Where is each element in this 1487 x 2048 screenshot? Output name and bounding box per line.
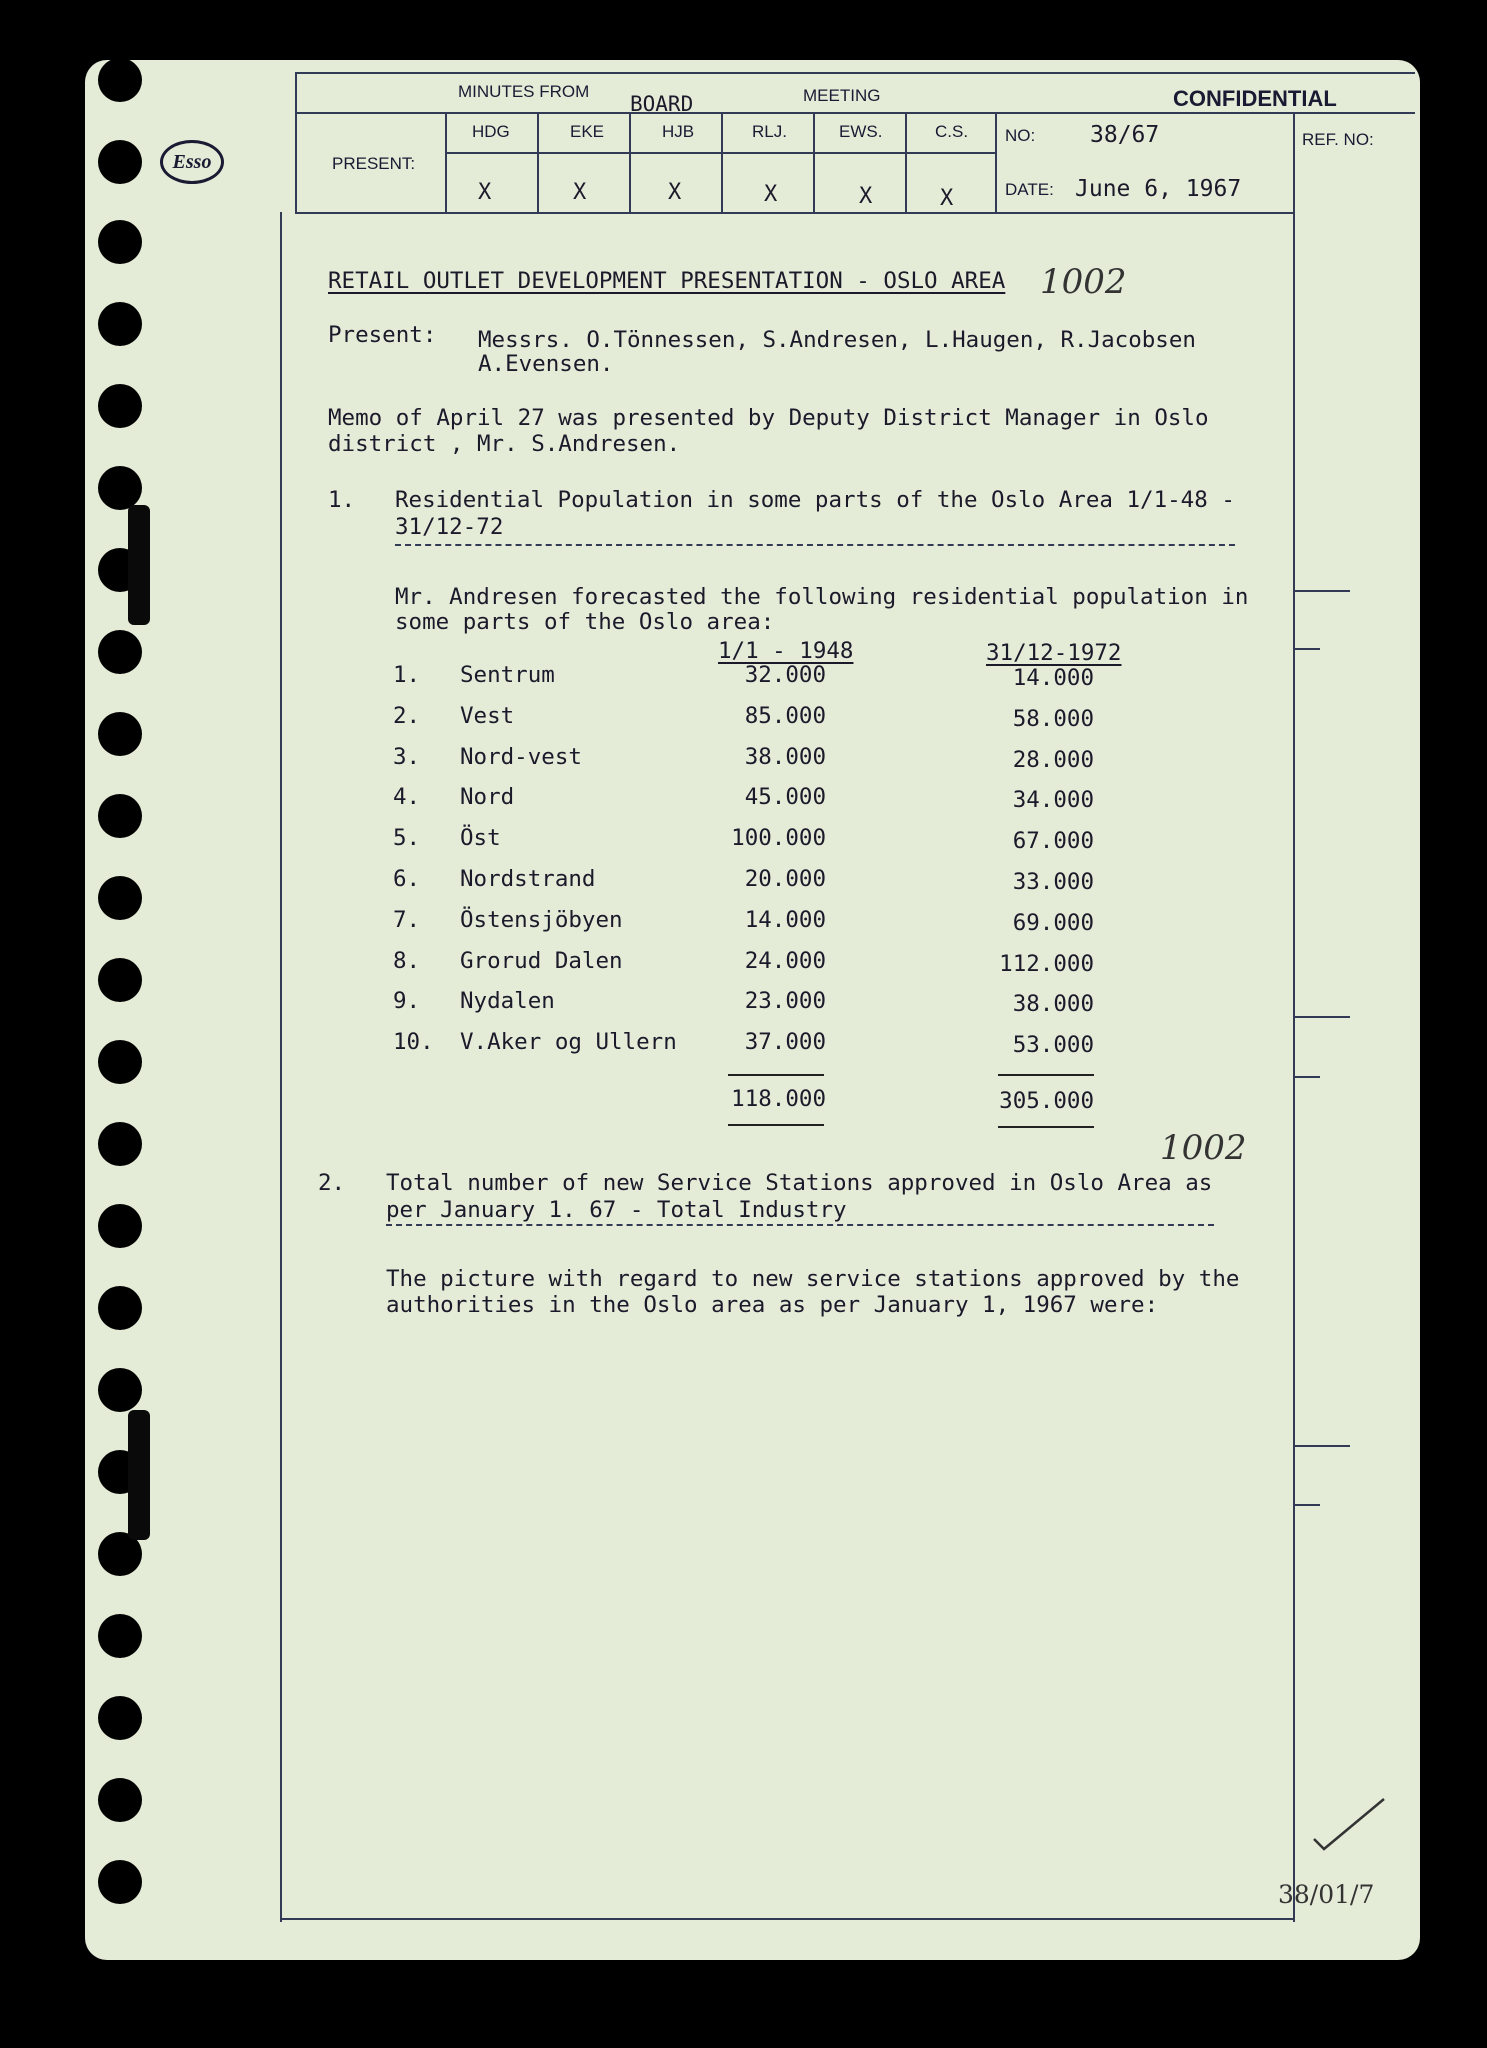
- heading-underline: [386, 1224, 1214, 1226]
- minutes-from-label: MINUTES FROM: [458, 82, 590, 101]
- section-number: 1.: [328, 487, 356, 513]
- binder-hole: [98, 1696, 142, 1740]
- footer-reference: 38/01/7: [1278, 1880, 1375, 1909]
- value-1972: 67.000: [1012, 828, 1094, 854]
- row-number: 9.: [393, 988, 421, 1014]
- margin-tick: [1295, 648, 1320, 650]
- binder-hole: [98, 1286, 142, 1330]
- present-label: PRESENT:: [332, 154, 416, 173]
- checkmark-icon: [1310, 1795, 1390, 1855]
- margin-tick: [1295, 1016, 1350, 1018]
- grid-line: [905, 112, 907, 212]
- area-name: Nord: [460, 784, 515, 810]
- binder-hole: [98, 466, 142, 510]
- attendee-hdg: HDG: [472, 122, 510, 141]
- grid-line: [995, 112, 997, 212]
- value-1948: 24.000: [744, 948, 826, 974]
- grid-line: [537, 112, 539, 212]
- value-1948: 32.000: [744, 662, 826, 688]
- area-name: Nord-vest: [460, 744, 582, 770]
- binder-hole: [98, 712, 142, 756]
- value-1972: 38.000: [1012, 991, 1094, 1017]
- sum-rule: [728, 1074, 824, 1076]
- tape-strip: [128, 1410, 150, 1540]
- area-name: V.Aker og Ullern: [460, 1029, 677, 1055]
- heading-underline: [395, 544, 1235, 546]
- column-header-1948: 1/1 - 1948: [718, 638, 854, 664]
- section-heading: Total number of new Service Stations approved in Oslo Area as: [386, 1170, 1213, 1196]
- handwritten-note: 1002: [1160, 1128, 1247, 1168]
- binder-hole: [98, 302, 142, 346]
- date-value: June 6, 1967: [1075, 176, 1242, 202]
- row-number: 10.: [393, 1029, 434, 1055]
- column-header-1972: 31/12-1972: [986, 640, 1122, 666]
- area-name: Vest: [460, 703, 515, 729]
- value-1972: 34.000: [1012, 787, 1094, 813]
- binder-hole: [98, 1778, 142, 1822]
- row-number: 1.: [393, 662, 421, 688]
- section-heading: 31/12-72: [395, 514, 504, 540]
- row-number: 7.: [393, 907, 421, 933]
- attendee-cs: C.S.: [935, 122, 969, 141]
- attendee-eke: EKE: [570, 122, 605, 141]
- grid-line: [295, 72, 1415, 74]
- attendance-mark: X: [859, 184, 873, 209]
- attendee-ews: EWS.: [839, 122, 883, 141]
- section-heading: per January 1. 67 - Total Industry: [386, 1197, 847, 1223]
- value-1948: 85.000: [744, 703, 826, 729]
- attendance-mark: X: [764, 182, 778, 207]
- binder-hole: [98, 1860, 142, 1904]
- sum-rule: [998, 1126, 1094, 1128]
- grid-line: [295, 112, 1415, 114]
- row-number: 6.: [393, 866, 421, 892]
- document-title: RETAIL OUTLET DEVELOPMENT PRESENTATION - OSLO AREA: [328, 268, 1006, 294]
- grid-line: [295, 212, 1295, 214]
- row-number: 4.: [393, 784, 421, 810]
- value-1948: 20.000: [744, 866, 826, 892]
- margin-tick: [1295, 1445, 1350, 1447]
- binder-hole: [98, 958, 142, 1002]
- binder-hole: [98, 876, 142, 920]
- attendance-mark: X: [940, 186, 954, 211]
- binder-hole: [98, 1040, 142, 1084]
- value-1948: 45.000: [744, 784, 826, 810]
- meeting-label: MEETING: [803, 86, 881, 105]
- binder-hole: [98, 220, 142, 264]
- board-value: BOARD: [630, 92, 694, 116]
- value-1948: 100.000: [731, 825, 826, 851]
- bottom-line: [280, 1918, 1295, 1920]
- section-text: authorities in the Oslo area as per January 1, 1967 were:: [386, 1292, 1159, 1318]
- value-1972: 33.000: [1012, 869, 1094, 895]
- value-1948: 37.000: [744, 1029, 826, 1055]
- no-label: NO:: [1005, 126, 1036, 145]
- present-names: Messrs. O.Tönnessen, S.Andresen, L.Haugen, R.Jacobsen: [478, 327, 1196, 353]
- memo-paragraph: Memo of April 27 was presented by Deputy District Manager in Oslo: [328, 405, 1209, 431]
- no-value: 38/67: [1090, 122, 1160, 148]
- area-name: Grorud Dalen: [460, 948, 623, 974]
- sum-rule: [998, 1074, 1094, 1076]
- section-text: The picture with regard to new service stations approved by the: [386, 1266, 1240, 1292]
- attendance-mark: X: [573, 180, 587, 205]
- confidential-label: CONFIDENTIAL: [1173, 86, 1337, 111]
- value-1972: 112.000: [999, 951, 1094, 977]
- binder-hole: [98, 630, 142, 674]
- grid-line: [721, 112, 723, 212]
- total-1948: 118.000: [731, 1086, 826, 1112]
- section-text: Mr. Andresen forecasted the following residential population in: [395, 584, 1249, 610]
- binder-hole: [98, 58, 142, 102]
- area-name: Östensjöbyen: [460, 907, 623, 933]
- handwritten-note: 1002: [1040, 262, 1127, 302]
- value-1948: 23.000: [744, 988, 826, 1014]
- binder-hole: [98, 794, 142, 838]
- esso-logo: Esso: [160, 140, 224, 184]
- attendance-mark: X: [478, 180, 492, 205]
- grid-line: [445, 152, 995, 154]
- value-1972: 28.000: [1012, 747, 1094, 773]
- row-number: 3.: [393, 744, 421, 770]
- margin-tick: [1295, 1504, 1320, 1506]
- grid-line: [629, 112, 631, 212]
- value-1972: 58.000: [1012, 706, 1094, 732]
- area-name: Nydalen: [460, 988, 555, 1014]
- attendee-rlj: RLJ.: [752, 122, 787, 141]
- attendee-hjb: HJB: [662, 122, 695, 141]
- value-1948: 14.000: [744, 907, 826, 933]
- section-text: some parts of the Oslo area:: [395, 609, 775, 635]
- total-1972: 305.000: [999, 1088, 1094, 1114]
- sum-rule: [728, 1124, 824, 1126]
- value-1972: 69.000: [1012, 910, 1094, 936]
- row-number: 2.: [393, 703, 421, 729]
- value-1972: 53.000: [1012, 1032, 1094, 1058]
- section-number: 2.: [318, 1170, 346, 1196]
- area-name: Sentrum: [460, 662, 555, 688]
- margin-line: [280, 212, 282, 1922]
- grid-line: [813, 112, 815, 212]
- memo-paragraph: district , Mr. S.Andresen.: [328, 431, 681, 457]
- attendance-mark: X: [668, 180, 682, 205]
- grid-line: [445, 112, 447, 212]
- tape-strip: [128, 505, 150, 625]
- margin-tick: [1295, 1076, 1320, 1078]
- binder-hole: [98, 1368, 142, 1412]
- present-names: A.Evensen.: [478, 351, 614, 377]
- margin-tick: [1295, 590, 1350, 592]
- value-1948: 38.000: [744, 744, 826, 770]
- area-name: Nordstrand: [460, 866, 596, 892]
- area-name: Öst: [460, 825, 501, 851]
- ref-no-label: REF. NO:: [1302, 130, 1374, 149]
- value-1972: 14.000: [1012, 665, 1094, 691]
- binder-hole: [98, 1122, 142, 1166]
- section-heading: Residential Population in some parts of the Oslo Area 1/1-48 -: [395, 487, 1235, 513]
- row-number: 8.: [393, 948, 421, 974]
- row-number: 5.: [393, 825, 421, 851]
- binder-hole: [98, 1204, 142, 1248]
- binder-hole: [98, 140, 142, 184]
- binder-hole: [98, 1614, 142, 1658]
- binder-hole: [98, 384, 142, 428]
- present-label: Present:: [328, 322, 437, 348]
- grid-line: [295, 72, 297, 212]
- date-label: DATE:: [1005, 180, 1054, 199]
